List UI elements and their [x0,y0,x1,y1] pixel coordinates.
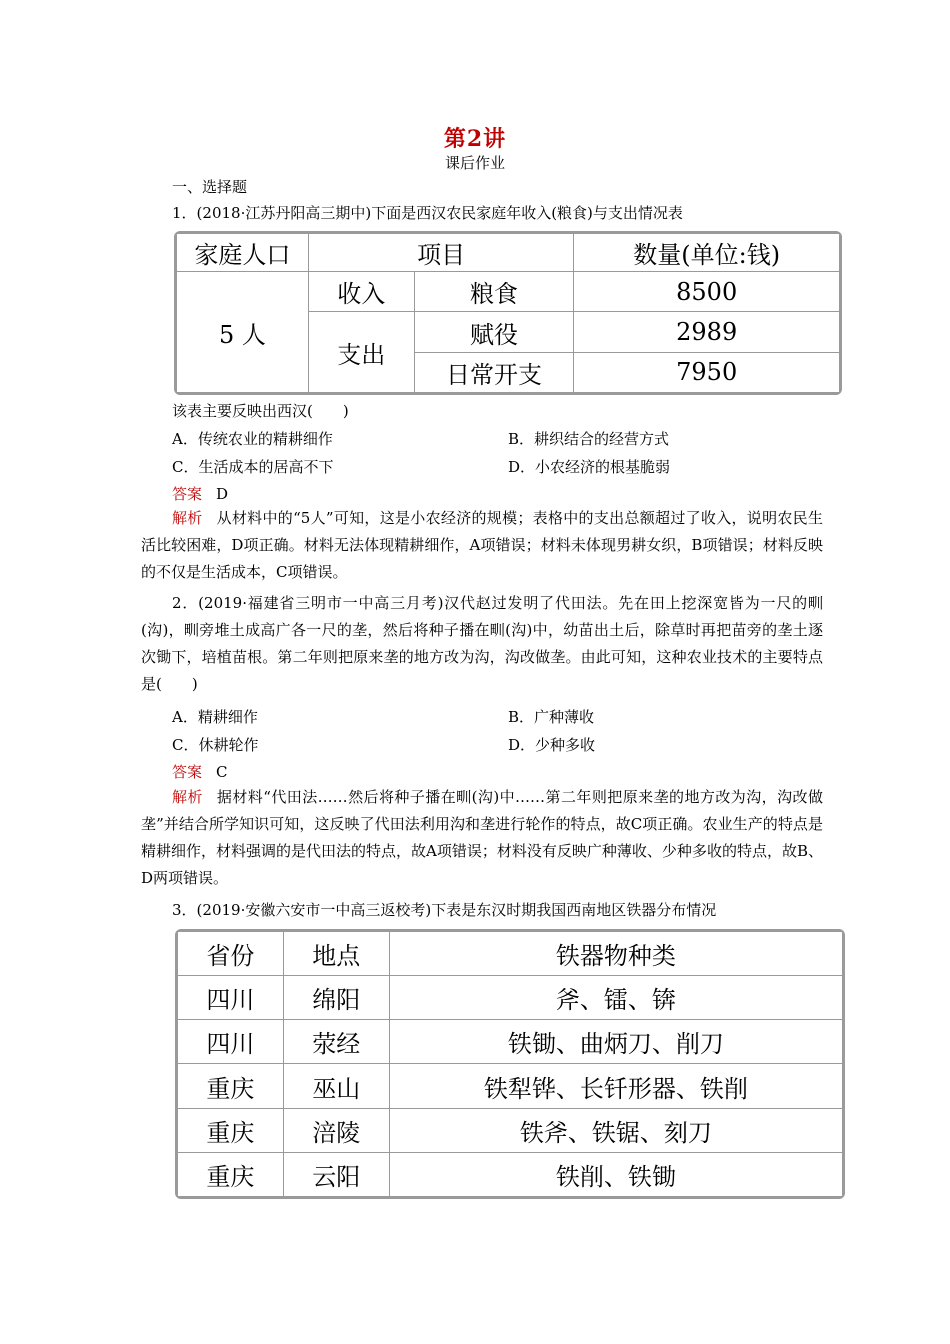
q2-option-b: B．广种薄收 [508,708,595,726]
lesson-title: 第2讲 [443,126,507,152]
table-row [178,1064,843,1108]
table-cell: 云阳 [283,1152,389,1196]
table-cell: 斧、镭、锛 [389,976,842,1020]
table-cell: 巫山 [283,1064,389,1108]
q3-table [177,931,843,1197]
table-cell: 重庆 [178,1108,284,1152]
q1-header-amount: 数量(单位:钱) [574,234,840,272]
table-cell: 涪陵 [283,1108,389,1152]
table-row [178,1108,843,1152]
table-cell: 铁削、铁锄 [389,1152,842,1196]
q2-option-c: C．休耕轮作 [172,736,259,754]
q1-answer-value: D [216,485,229,503]
q1-answer-label: 答案 [172,485,203,503]
q2-answer [172,762,820,782]
q1-question: 该表主要反映出西汉( ) [172,402,349,420]
table-cell: 绵阳 [283,976,389,1020]
q1-cell-r1-value: 8500 [574,272,840,312]
table-cell: 重庆 [178,1064,284,1108]
q3-header-cell: 省份 [178,932,284,976]
q1-cell-r3-value: 7950 [574,352,840,392]
table-cell: 四川 [178,1020,284,1064]
table-row [178,976,843,1020]
q1-table [176,233,840,393]
q1-answer [172,484,820,504]
q2-option-d: D．少种多收 [508,736,596,754]
table-cell: 铁犁铧、长钎形器、铁削 [389,1064,842,1108]
q1-cell-r2-value: 2989 [574,312,840,352]
q3-stem: 3．(2019·安徽六安市一中高三返校考)下表是东汉时期我国西南地区铁器分布情况 [172,901,717,919]
table-cell: 铁斧、铁锯、刻刀 [389,1108,842,1152]
table-row [178,1020,843,1064]
q2-answer-label: 答案 [172,763,203,781]
q1-stem: 1．(2018·江苏丹阳高三期中)下面是西汉农民家庭年收入(粮食)与支出情况表 [172,204,683,222]
q1-cell-r3-item: 日常开支 [414,352,574,392]
section-heading: 一、选择题 [172,178,248,196]
q2-analysis-text: 据材料“代田法……然后将种子播在甽(沟)中……第二年则把原来垄的地方改为沟，沟改做垄”并结合所学知识可知，这反映了代田法利用沟和垄进行轮作的特点，故C项正确。农业生产的特点是精耕细作，材料强调的是代田法的特点，故A项错误；材料没有反映广种薄收、少种多收的特点，故B、D两项错误。 [141,788,823,887]
q1-cell-r1-item: 粮食 [414,272,574,312]
q1-analysis [141,505,823,586]
q1-header-item: 项目 [308,234,574,272]
q1-cell-income: 收入 [308,272,414,312]
q1-cell-people: 5 人 [177,272,309,393]
q3-header-cell: 铁器物种类 [389,932,842,976]
q2-option-a: A．精耕细作 [172,708,258,726]
q1-analysis-text: 从材料中的“5人”可知，这是小农经济的规模；表格中的支出总额超过了收入，说明农民生活比较困难，D项正确。材料无法体现精耕细作，A项错误；材料未体现男耕女织，B项错误；材料反映的不仅是生活成本，C项错误。 [141,509,823,581]
q2-answer-value: C [216,763,228,781]
q3-header-row [178,932,843,976]
table-cell: 铁锄、曲炳刀、削刀 [389,1020,842,1064]
q1-option-a: A．传统农业的精耕细作 [172,430,333,448]
q2-stem [141,590,823,698]
q1-cell-r2-item: 赋役 [414,312,574,352]
q2-analysis-label: 解析 [172,788,203,806]
q1-option-c: C．生活成本的居高不下 [172,458,334,476]
table-cell: 四川 [178,976,284,1020]
q1-analysis-label: 解析 [172,509,203,527]
q1-option-d: D．小农经济的根基脆弱 [508,458,671,476]
q1-option-b: B．耕织结合的经营方式 [508,430,670,448]
q1-header-people: 家庭人口 [177,234,309,272]
subtitle: 课后作业 [444,154,505,172]
q3-header-cell: 地点 [283,932,389,976]
q2-stem-text: 2．(2019·福建省三明市一中高三月考)汉代赵过发明了代田法。先在田上挖深宽皆为一尺的甽(沟)，甽旁堆土成高广各一尺的垄，然后将种子播在甽(沟)中，幼苗出土后，除草时再把苗旁的垄土逐次锄下，培植苗根。第二年则把原来垄的地方改为沟，沟改做垄。由此可知，这种农业技术的主要特点是( ) [141,594,823,693]
q2-analysis [141,784,823,892]
table-row [178,1152,843,1196]
table-cell: 荥经 [283,1020,389,1064]
q1-cell-expense: 支出 [308,312,414,393]
table-cell: 重庆 [178,1152,284,1196]
